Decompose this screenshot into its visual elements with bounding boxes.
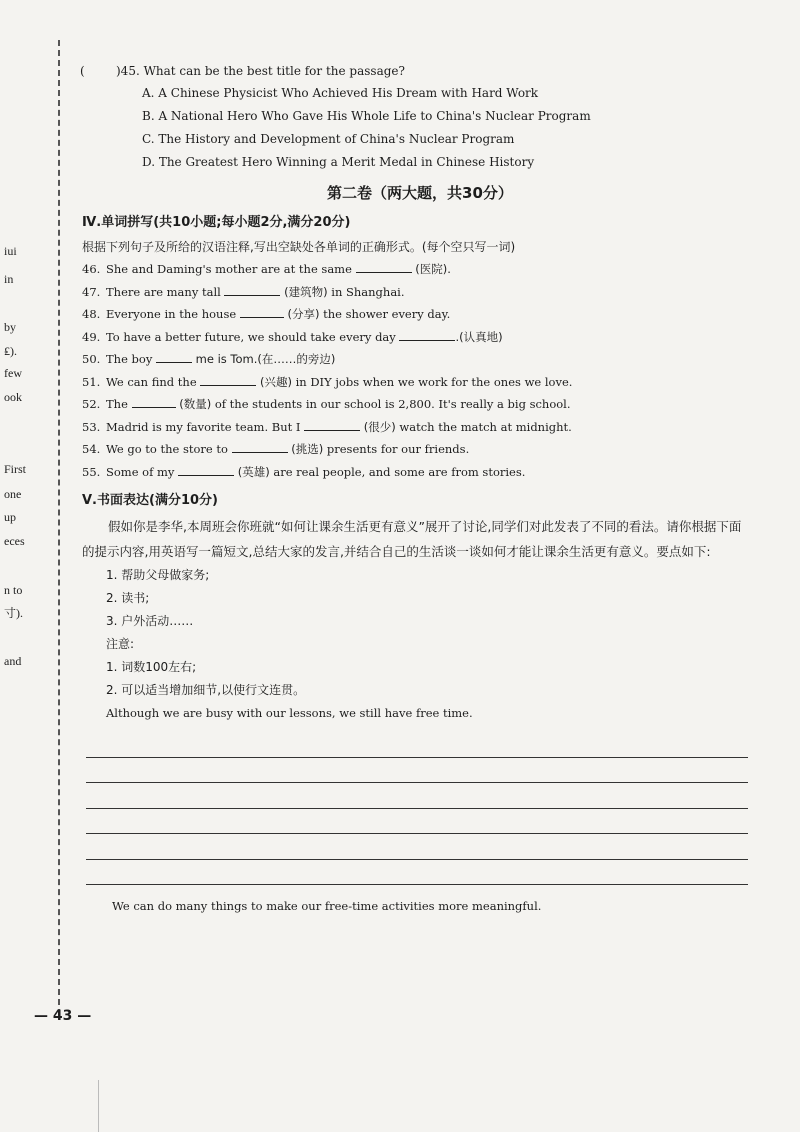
answer-blank[interactable] — [232, 440, 288, 453]
item-text: the shower every day. — [323, 307, 451, 321]
item-hint: (数量) — [179, 397, 212, 411]
item-number: 46. — [82, 262, 101, 276]
writing-line[interactable] — [86, 758, 748, 784]
spelling-item-51 — [82, 371, 760, 394]
item-text: of the students in our school is 2,800. It's really a big school. — [214, 397, 571, 411]
spelling-item-52 — [82, 393, 760, 416]
item-hint: (分享) — [287, 307, 320, 321]
margin-fragment: few — [4, 366, 22, 380]
item-number: 55. — [82, 464, 101, 479]
question-45-text: )45. What can be the best title for the passage? — [116, 64, 405, 78]
option-d: D. The Greatest Hero Winning a Merit Medal in Chinese History — [142, 155, 535, 169]
spelling-items — [80, 258, 760, 483]
option-a: A. A Chinese Physicist Who Achieved His Dream with Hard Work — [142, 86, 539, 100]
item-hint: (兴趣) — [259, 374, 292, 389]
writing-prompt: 假如你是李华,本周班会你班就“如何让课余生活更有意义”展开了讨论,同学们对此发表了不同的看法。请你根据下面的提示内容,用英语写一篇短文,总结大家的发言,并结合自己的生活谈一谈如何才能让课余生活更有意义。要点如下: — [82, 519, 742, 559]
item-text: are real people, and some are from stories. — [273, 464, 526, 479]
writing-note: 1. 词数100左右; — [106, 660, 197, 674]
page-content — [80, 60, 760, 917]
item-hint: (挑选) — [291, 442, 324, 456]
item-text: The boy — [106, 352, 153, 366]
answer-blank[interactable] — [132, 395, 176, 408]
margin-fragment: up — [4, 510, 16, 524]
spelling-item-49 — [82, 326, 760, 349]
margin-fragment: 寸). — [4, 606, 23, 620]
part-4-instruction: 根据下列句子及所给的汉语注释,写出空缺处各单词的正确形式。(每个空只写一词) — [82, 240, 516, 254]
spelling-item-54 — [82, 438, 760, 461]
answer-blank[interactable] — [240, 305, 284, 318]
part-4-heading: Ⅳ.单词拼写(共10小题;每小题2分,满分20分) — [82, 215, 351, 230]
item-number: 47. — [82, 284, 101, 299]
item-hint: (建筑物) — [284, 284, 328, 299]
item-number: 49. — [82, 329, 101, 344]
writing-line[interactable] — [86, 860, 748, 886]
answer-blank[interactable] — [224, 283, 280, 296]
margin-fragment: iui — [4, 244, 17, 258]
writing-line[interactable] — [86, 732, 748, 758]
opening-sentence: Although we are busy with our lessons, we still have free time. — [106, 706, 473, 720]
spelling-item-47 — [82, 281, 760, 304]
spelling-item-46 — [82, 258, 760, 281]
item-text: We go to the store to — [106, 442, 228, 456]
writing-area[interactable] — [86, 732, 748, 885]
item-hint: (医院). — [415, 262, 451, 276]
item-hint: (很少) — [363, 419, 396, 434]
item-text: in Shanghai. — [331, 284, 405, 299]
writing-line[interactable] — [86, 809, 748, 835]
item-text: To have a better future, we should take every day — [106, 329, 396, 344]
spelling-item-48 — [82, 303, 760, 326]
margin-fragment: by — [4, 320, 16, 334]
item-text: There are many tall — [106, 284, 221, 299]
question-45-stem — [80, 60, 760, 82]
answer-blank[interactable] — [399, 328, 455, 341]
binding-dashed-line — [58, 40, 60, 1015]
writing-line[interactable] — [86, 834, 748, 860]
question-45 — [80, 60, 760, 174]
item-hint: .(认真地) — [455, 329, 503, 344]
item-number: 53. — [82, 419, 101, 434]
closing-sentence: We can do many things to make our free-time activities more meaningful. — [112, 899, 542, 913]
spelling-item-50 — [82, 348, 760, 371]
writing-line[interactable] — [86, 783, 748, 809]
writing-point: 3. 户外活动…… — [106, 614, 194, 628]
item-text: me is Tom.(在……的旁边) — [195, 352, 336, 366]
page-number: — 43 — — [34, 1008, 92, 1024]
item-number: 51. — [82, 374, 101, 389]
item-number: 50. — [82, 352, 101, 366]
item-text: presents for our friends. — [326, 442, 470, 456]
answer-blank[interactable] — [200, 373, 256, 386]
answer-blank[interactable] — [304, 418, 360, 431]
item-text: watch the match at midnight. — [399, 419, 572, 434]
notes-label: 注意: — [106, 637, 135, 651]
item-text: She and Daming's mother are at the same — [106, 262, 352, 276]
item-hint: (英雄) — [237, 464, 270, 479]
item-text: Madrid is my favorite team. But I — [106, 419, 301, 434]
writing-point: 2. 读书; — [106, 591, 150, 605]
answer-blank[interactable] — [356, 260, 412, 273]
item-number: 52. — [82, 397, 101, 411]
section-2-title: 第二卷（两大题，共30分） — [327, 184, 513, 202]
item-text: We can find the — [106, 374, 197, 389]
answer-paren: ( — [80, 64, 85, 78]
margin-fragment: ₤). — [4, 344, 17, 358]
margin-fragment: eces — [4, 534, 25, 548]
answer-blank[interactable] — [178, 463, 234, 476]
margin-fragment: one — [4, 487, 22, 501]
item-text: Some of my — [106, 464, 175, 479]
spelling-item-53 — [82, 416, 760, 439]
margin-fragment: ook — [4, 390, 22, 404]
option-b: B. A National Hero Who Gave His Whole Life to China's Nuclear Program — [142, 109, 591, 123]
answer-blank[interactable] — [156, 350, 192, 363]
writing-point: 1. 帮助父母做家务; — [106, 568, 210, 582]
page-fold-line — [98, 1080, 99, 1132]
part-5-heading: Ⅴ.书面表达(满分10分) — [82, 493, 218, 508]
margin-fragment: n to — [4, 583, 23, 597]
writing-note: 2. 可以适当增加细节,以使行文连贯。 — [106, 683, 306, 697]
margin-fragment: and — [4, 654, 22, 668]
item-number: 48. — [82, 307, 101, 321]
spelling-item-55 — [82, 461, 760, 484]
item-number: 54. — [82, 442, 101, 456]
item-text: in DIY jobs when we work for the ones we love. — [295, 374, 573, 389]
margin-fragment: in — [4, 272, 14, 286]
margin-fragment: First — [4, 462, 27, 476]
option-c: C. The History and Development of China's Nuclear Program — [142, 132, 515, 146]
item-text: Everyone in the house — [106, 307, 237, 321]
item-text: The — [106, 397, 128, 411]
